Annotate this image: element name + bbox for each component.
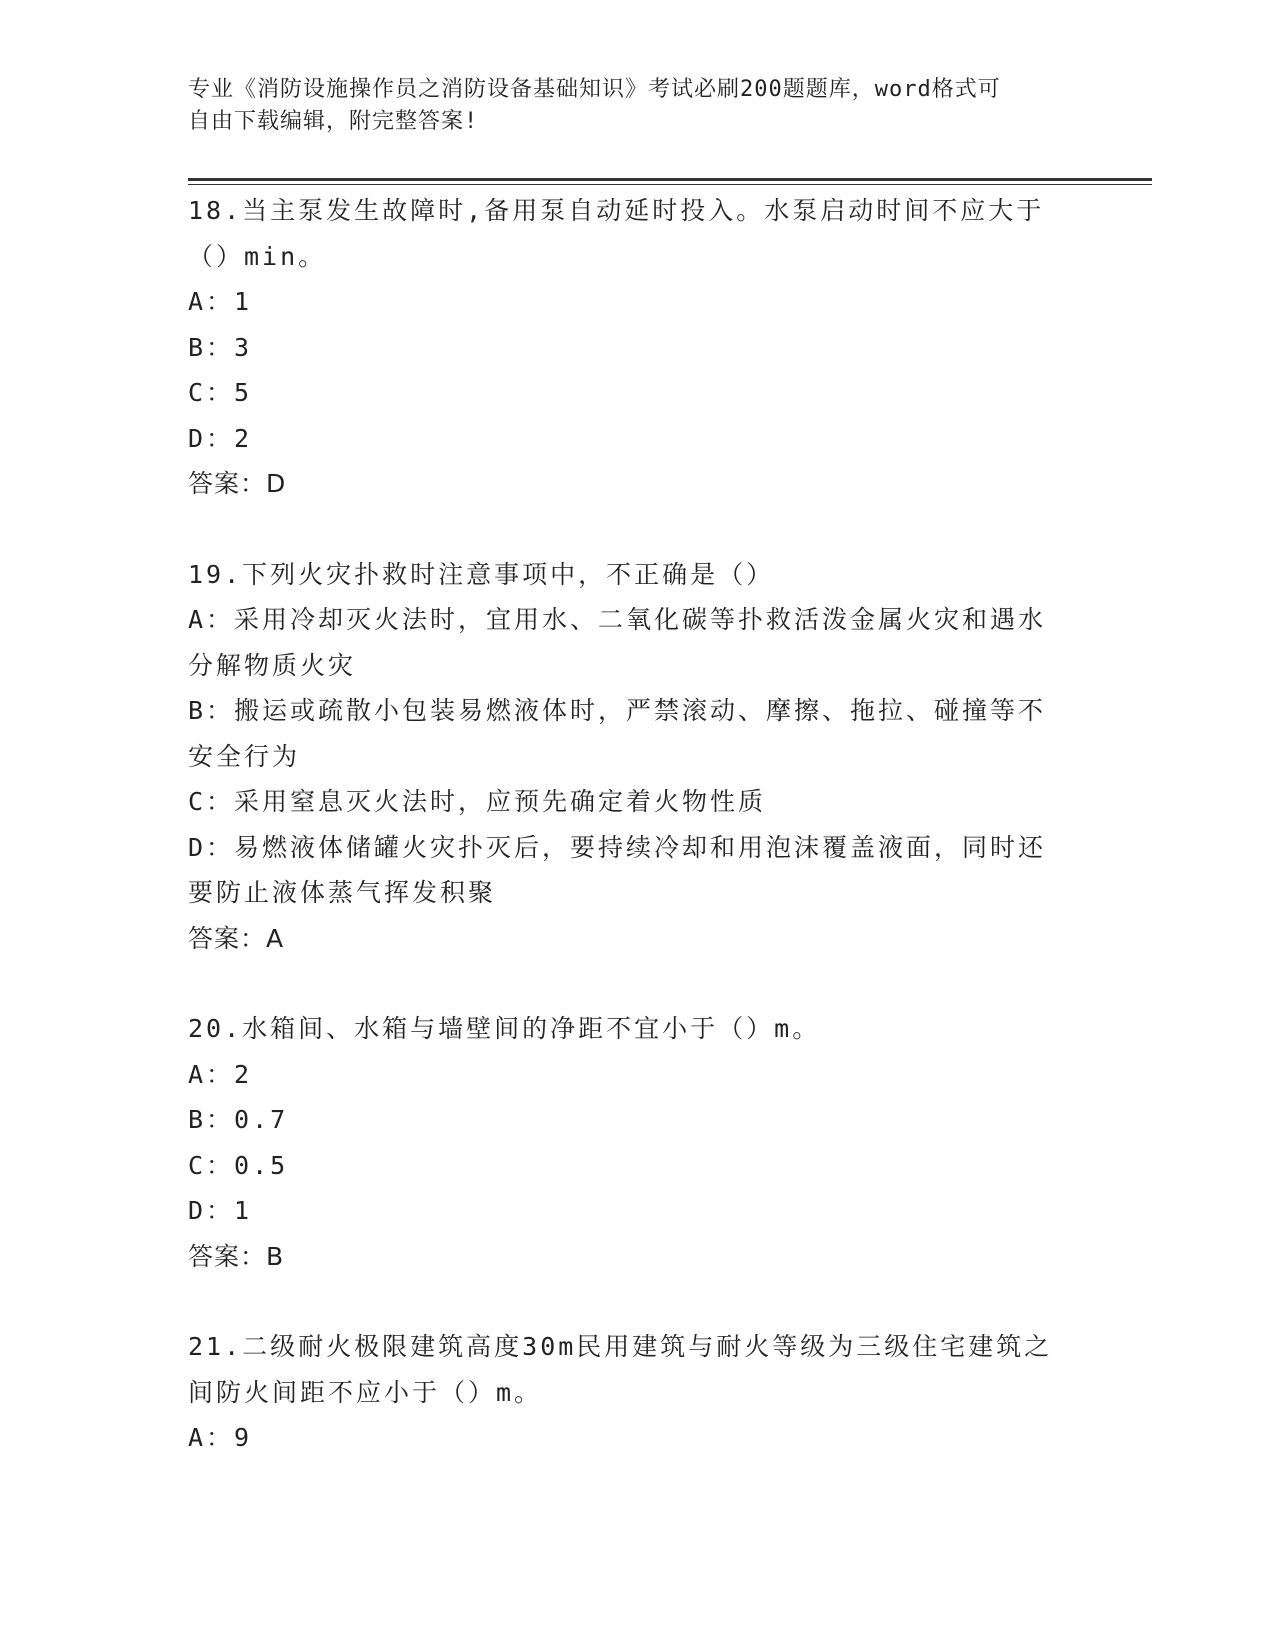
question-list [188, 188, 1078, 1461]
option-a-continued: 分解物质火灾 [188, 650, 357, 680]
answer-label: 答案：A [188, 923, 285, 953]
option-c: C：采用窒息灭火法时，应预先确定着火物性质 [188, 787, 767, 816]
option-a: A：采用冷却灭火法时，宜用水、二氧化碳等扑救活泼金属火灾和遇水 [188, 605, 1047, 634]
question-stem: 18.当主泵发生故障时,备用泵自动延时投入。水泵启动时间不应大于 [188, 196, 1045, 225]
option-d: D：2 [188, 423, 253, 453]
question-spacer [188, 507, 1078, 552]
option-d-continued: 要防止液体蒸气挥发积聚 [188, 878, 497, 907]
question-stem: （）min。 [188, 241, 327, 271]
question-block [188, 1006, 1078, 1279]
option-a: A：9 [188, 1423, 253, 1452]
option-d: D：易燃液体储罐火灾扑灭后，要持续冷却和用泡沫覆盖液面，同时还 [188, 832, 1047, 862]
question-block [188, 552, 1078, 962]
question-stem: 21.二级耐火极限建筑高度30m民用建筑与耐火等级为三级住宅建筑之 [188, 1332, 1053, 1361]
option-b-continued: 安全行为 [188, 741, 301, 771]
option-b: B：0.7 [188, 1105, 289, 1134]
question-block [188, 188, 1078, 507]
question-stem: 20.水箱间、水箱与墙壁间的净距不宜小于（）m。 [188, 1014, 821, 1043]
option-b: B：3 [188, 332, 253, 362]
option-d: D：1 [188, 1196, 253, 1225]
option-a: A：2 [188, 1059, 253, 1089]
option-c: C：0.5 [188, 1150, 289, 1180]
header-line-1: 专业《消防设施操作员之消防设备基础知识》考试必刷200题题库，word格式可 [188, 77, 1001, 102]
question-block [188, 1324, 1078, 1461]
answer-label: 答案：D [188, 469, 287, 498]
header-divider-thick [188, 178, 1152, 181]
document-header [188, 74, 1068, 138]
option-b: B：搬运或疏散小包装易燃液体时，严禁滚动、摩擦、拖拉、碰撞等不 [188, 696, 1047, 725]
option-a: A：1 [188, 287, 253, 316]
option-c: C：5 [188, 378, 253, 407]
question-spacer [188, 961, 1078, 1006]
question-stem: 间防火间距不应小于（）m。 [188, 1377, 543, 1407]
question-stem: 19.下列火灾扑救时注意事项中，不正确是（） [188, 559, 775, 589]
answer-label: 答案：B [188, 1241, 285, 1271]
header-line-2: 自由下载编辑，附完整答案! [188, 109, 479, 134]
header-divider-thin [188, 184, 1152, 185]
question-spacer [188, 1279, 1078, 1324]
